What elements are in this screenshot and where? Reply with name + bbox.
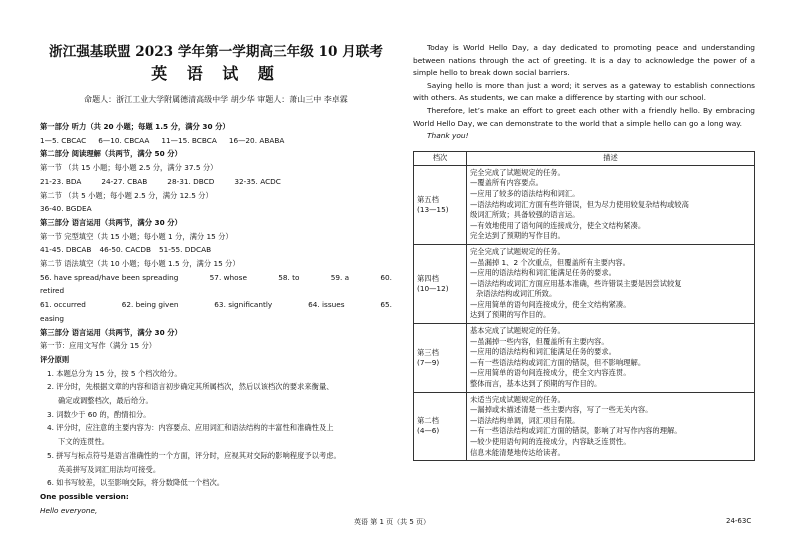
level-range: (10—12)	[417, 283, 449, 293]
column-header-description: 描述	[467, 151, 755, 165]
level-name: 第五档	[417, 194, 439, 204]
answer-group: 24-27. CBAB	[101, 176, 148, 186]
answer-line	[40, 271, 392, 285]
page-number-footer: 英语 第 1 页（共 5 页）	[354, 518, 431, 526]
answer-line: 36-40. BGDEA	[40, 204, 92, 214]
essay-closing: Thank you!	[427, 131, 469, 141]
answer-group: 41-45. DBCAB	[40, 245, 92, 255]
level-cell	[414, 244, 467, 323]
sample-essay	[413, 42, 755, 143]
answer-item: 63. significantly	[214, 300, 273, 310]
scoring-rubric-table	[413, 151, 755, 461]
answer-item: 64. issues	[308, 300, 345, 310]
essay-paragraph: Therefore, let’s make an effort to greet each other with a friendly hello. By embracing World Hello Day, we can demonstrate to the world that a simple hello can go a long way.	[413, 105, 755, 128]
right-column	[413, 42, 755, 461]
answer-line	[40, 243, 392, 257]
principles-heading: 评分原则	[40, 354, 70, 364]
section-heading: 第三部分 语言运用（共两节，满分 30 分）	[40, 217, 182, 227]
description-cell	[467, 392, 755, 461]
answer-item: 56. have spread/have been spreading	[40, 272, 179, 282]
description-line: —语法结构或词汇方面应用基本准确，些许错误主要是因尝试较复	[470, 278, 682, 288]
description-line: —有一些语法结构或词汇方面的错误，但不影响理解。	[470, 357, 646, 367]
description-line: —虽漏掉 1、2 个次重点，但覆盖所有主要内容。	[470, 257, 630, 267]
answer-item: 57. whose	[209, 272, 247, 282]
description-line: —覆盖所有内容要点。	[470, 178, 543, 188]
answer-group: 51-55. DDCAB	[158, 245, 212, 255]
answer-item: 59. a	[330, 272, 350, 282]
description-line: 未适当完成试题规定的任务。	[470, 394, 565, 404]
answer-key	[40, 120, 392, 517]
principle-item: 确定或调整档次，最后给分。	[58, 396, 153, 406]
answer-line-wrap: retired	[40, 286, 65, 296]
level-name: 第三档	[417, 347, 439, 357]
description-line: —应用的语法结构和词汇能满足任务的要求。	[470, 347, 616, 357]
table-row	[414, 244, 755, 323]
answer-group: 1—5. CBCAC	[40, 135, 87, 145]
answer-line	[40, 298, 392, 312]
answer-item: 62. being given	[121, 300, 179, 310]
level-name: 第四档	[417, 273, 439, 283]
table-row	[414, 165, 755, 244]
level-name: 第二档	[417, 416, 439, 426]
authors-line: 命题人：浙江工业大学附属德清高级中学 胡少华 审题人：萧山三中 李卓霖	[84, 95, 348, 104]
description-line: 杂语法结构或词汇所致。	[476, 289, 557, 299]
description-line: 级词汇所致；具备较强的语言运。	[470, 210, 580, 220]
answer-group: 6—10. CBCAA	[98, 135, 150, 145]
page-title: 浙江强基联盟 2023 学年第一学期高三年级 10 月联考	[49, 44, 383, 60]
level-cell	[414, 392, 467, 461]
subsection-heading: 第一节：应用文写作（满分 15 分）	[40, 341, 157, 351]
description-line: 达到了预期的写作目的。	[470, 310, 551, 320]
description-line: —应用简单的语句间连接成分，使全文结构紧凑。	[470, 299, 631, 309]
section-heading: 第一部分 听力（共 20 小题；每题 1.5 分，满分 30 分）	[40, 122, 230, 131]
description-line: —应用的语法结构和词汇能满足任务的要求。	[470, 268, 616, 278]
principle-item: 英美拼写及词汇用法均可接受。	[58, 464, 161, 474]
description-line: 完全完成了试题规定的任务。	[470, 167, 565, 177]
section-heading: 第二部分 阅读理解（共两节，满分 50 分）	[40, 149, 182, 159]
possible-version-label: One possible version:	[40, 491, 129, 501]
principle-item: 下文的连贯性。	[58, 437, 110, 447]
description-cell	[467, 324, 755, 393]
principle-item: 2. 评分时，先根据文章的内容和语言初步确定其所属档次，然后以该档次的要求来衡量、	[47, 382, 334, 392]
answer-line	[40, 134, 392, 148]
level-cell	[414, 165, 467, 244]
description-line: —应用了较多的语法结构和词汇。	[470, 188, 580, 198]
answer-group: 21-23. BDA	[40, 176, 82, 186]
level-range: (7—9)	[417, 357, 440, 367]
description-line: —语法结构或词汇方面有些许错误，但为尽力使用较复杂结构或较高	[470, 199, 689, 209]
description-line: 信息未能清楚地传达给读者。	[470, 447, 565, 457]
description-line: —虽漏掉一些内容，但覆盖所有主要内容。	[470, 336, 609, 346]
exam-subject-title: 英 语 试 题	[151, 64, 281, 83]
description-cell	[467, 244, 755, 323]
description-line: 基本完成了试题规定的任务。	[470, 326, 565, 336]
principle-item: 4. 评分时，应注意的主要内容为：内容要点、应用词汇和语法结构的丰富性和准确性及上	[47, 423, 334, 433]
subsection-heading: 第二节 语法填空（共 10 小题；每小题 1.5 分，满分 15 分）	[40, 259, 240, 269]
table-row	[414, 392, 755, 461]
description-line: 整体而言，基本达到了预期的写作目的。	[470, 379, 602, 389]
description-line: 完全完成了试题规定的任务。	[470, 246, 565, 256]
left-column	[40, 42, 392, 517]
subsection-heading: 第一节 （共 15 小题；每小题 2.5 分，满分 37.5 分）	[40, 163, 218, 173]
description-line: 完全达到了预期的写作目的。	[470, 231, 565, 241]
level-range: (13—15)	[417, 204, 449, 214]
essay-greeting: Hello everyone,	[40, 505, 98, 515]
subsection-heading: 第二节 （共 5 小题；每小题 2.5 分，满分 12.5 分）	[40, 190, 213, 200]
answer-item: 60.	[380, 272, 392, 282]
description-line: —较少使用语句间的连接成分，内容缺乏连贯性。	[470, 437, 631, 446]
answer-item: 65.	[380, 300, 392, 310]
description-cell	[467, 165, 755, 244]
table-header-row	[414, 151, 755, 165]
answer-item: 61. occurred	[40, 300, 86, 310]
answer-group: 46-50. CACDB	[99, 245, 151, 255]
column-header-level: 档次	[414, 151, 467, 165]
description-line: —有效地使用了语句间的连接成分，使全文结构紧凑。	[470, 220, 646, 230]
principle-item: 3. 词数少于 60 的，酌情扣分。	[47, 409, 151, 419]
answer-group: 28-31. DBCD	[167, 176, 215, 186]
description-line: —应用简单的语句间连接成分，使全文内容连贯。	[470, 368, 631, 378]
answer-item: 58. to	[278, 272, 300, 282]
essay-paragraph: Today is World Hello Day, a day dedicated to promoting peace and understanding between nations through the act of greeting. It is a day to acknowledge the power of a simple hello to break down social barriers.	[413, 43, 755, 78]
essay-paragraph: Saying hello is more than just a word; it serves as a gateway to establish connections with others. As students, we can make a difference by starting with our school.	[413, 80, 755, 103]
description-line: —语法结构单调，词汇项目有限。	[470, 415, 580, 425]
principle-item: 6. 如书写较差，以至影响交际，将分数降低一个档次。	[47, 478, 225, 488]
subsection-heading: 第一节 完型填空（共 15 小题；每小题 1 分，满分 15 分）	[40, 231, 233, 241]
section-heading: 第三部分 语言运用（共两节，满分 30 分）	[40, 327, 182, 337]
description-line: —漏掉或未描述清楚一些主要内容，写了一些无关内容。	[470, 405, 653, 415]
answer-group: 16—20. ABABA	[228, 135, 285, 145]
answer-group: 11—15. BCBCA	[161, 135, 217, 145]
description-line: —有一些语法结构或词汇方面的错误，影响了对写作内容的理解。	[470, 426, 682, 436]
level-cell	[414, 324, 467, 393]
principle-item: 5. 拼写与标点符号是语言准确性的一个方面，评分时，应视其对交际的影响程度予以考虑。	[47, 450, 341, 460]
level-range: (4—6)	[417, 426, 440, 436]
exam-code-footer: 24-63C	[726, 517, 752, 525]
answer-line-wrap: easing	[40, 313, 65, 323]
answer-group: 32-35. ACDC	[234, 176, 281, 186]
answer-line	[40, 175, 392, 189]
principle-item: 1. 本题总分为 15 分，按 5 个档次给分。	[47, 368, 182, 378]
table-row	[414, 324, 755, 393]
